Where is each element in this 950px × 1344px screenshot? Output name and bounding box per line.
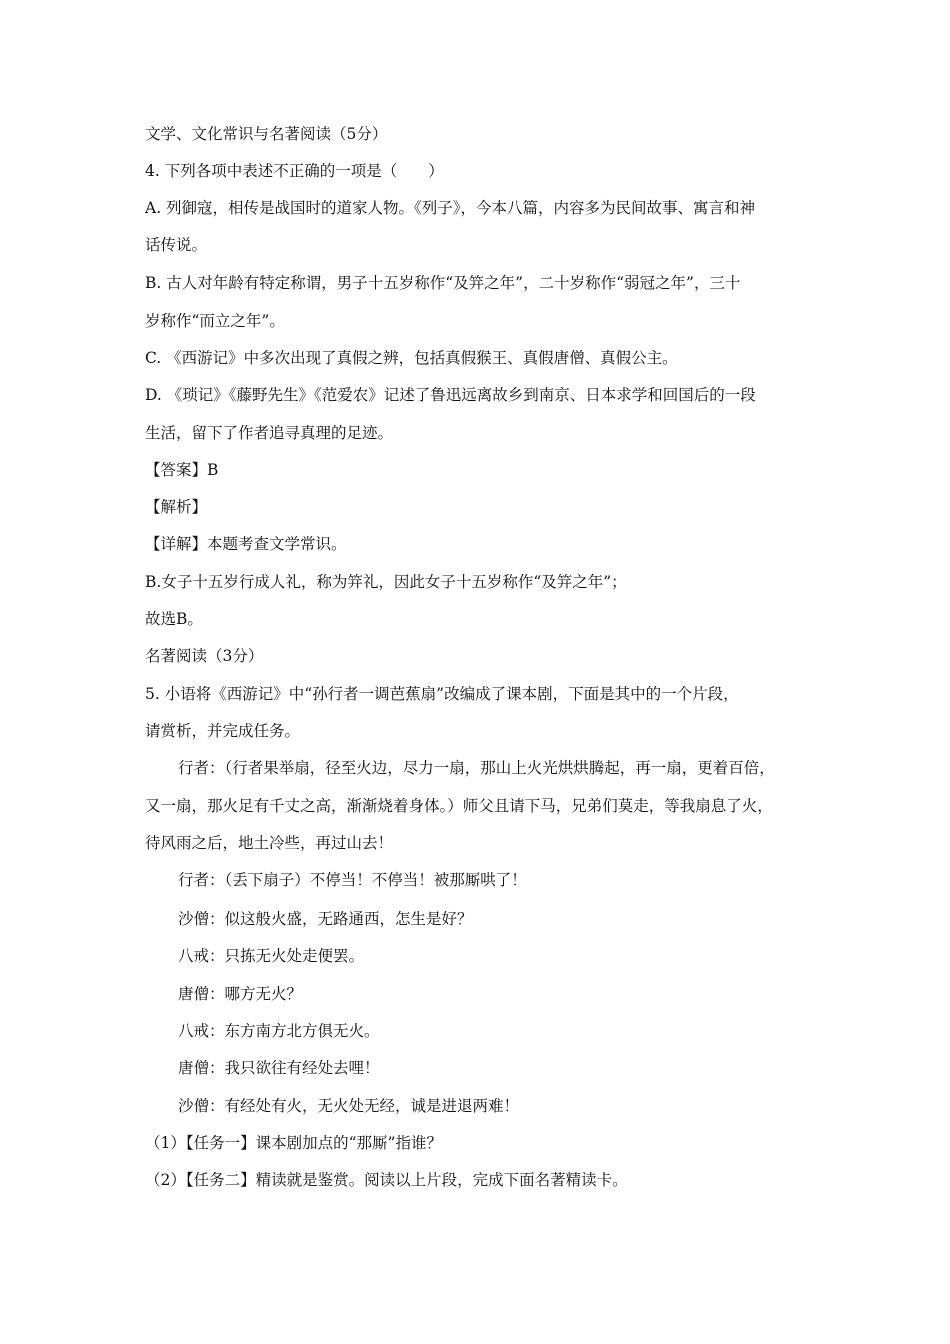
option-d-line-1: D. 《琐记》《藤野先生》《范爱农》记述了鲁迅远离故乡到南京、日本求学和回国后的一段 xyxy=(145,386,756,404)
script-line-4-tail: 哄了！ xyxy=(480,871,527,889)
task-2: （2）【任务二】精读就是鉴赏。阅读以上片段，完成下面名著精读卡。 xyxy=(145,1171,628,1189)
script-line-2: 又一扇，那火足有千丈之高，渐渐烧着身体。）师父且请下马，兄弟们莫走，等我扇息了火， xyxy=(145,797,773,815)
option-b-line-2: 岁称作“而立之年”。 xyxy=(145,312,285,330)
answer: 【答案】B xyxy=(145,461,219,479)
emphasis-char-na: 那 xyxy=(449,871,465,889)
script-line-tang-seng-1: 唐僧：哪方无火？ xyxy=(178,985,303,1003)
section-heading-literature: 文学、文化常识与名著阅读（5分） xyxy=(145,125,388,143)
section-heading-classics: 名著阅读（3分） xyxy=(145,647,264,665)
option-c: C. 《西游记》中多次出现了真假之辨，包括真假猴王、真假唐僧、真假公主。 xyxy=(145,349,678,367)
option-a-line-1: A. 列御寇，相传是战国时的道家人物。《列子》，今本八篇，内容多为民间故事、寓言和神 xyxy=(145,199,756,217)
detailed-explanation: 【详解】本题考查文学常识。 xyxy=(145,535,347,553)
option-a-line-2: 话传说。 xyxy=(145,236,208,254)
script-line-4 xyxy=(178,869,810,891)
script-line-ba-jie-2: 八戒：东方南方北方俱无火。 xyxy=(178,1022,380,1040)
script-line-sha-seng-2: 沙僧：有经处有火，无火处无经，诚是进退两难！ xyxy=(178,1097,520,1115)
question-4-stem: 4. 下列各项中表述不正确的一项是（ ） xyxy=(145,162,444,180)
script-line-ba-jie-1: 八戒：只拣无火处走便罢。 xyxy=(178,947,365,965)
question-5-line-2: 请赏析，并完成任务。 xyxy=(145,722,301,740)
script-line-tang-seng-2: 唐僧：我只欲往有经处去哩！ xyxy=(178,1059,380,1077)
emphasis-char-si: 厮 xyxy=(464,871,481,889)
analysis-heading: 【解析】 xyxy=(145,498,208,516)
question-5-line-1: 5. 小语将《西游记》中“孙行者一调芭蕉扇”改编成了课本剧，下面是其中的一个片段， xyxy=(145,685,739,703)
explanation-b: B.女子十五岁行成人礼，称为笄礼，因此女子十五岁称作“及笄之年”； xyxy=(145,573,627,591)
task-1: （1）【任务一】课本剧加点的“那厮”指谁？ xyxy=(145,1134,442,1152)
script-line-4-text: 行者：（丢下扇子）不停当！不停当！被 xyxy=(178,871,450,889)
choice-conclusion: 故选B。 xyxy=(145,610,203,628)
script-line-1: 行者：（行者果举扇，径至火边，尽力一扇，那山上火光烘烘腾起，再一扇，更着百倍， xyxy=(178,759,775,777)
script-line-3: 待风雨之后，地土冷些，再过山去！ xyxy=(145,834,394,852)
option-b-line-1: B. 古人对年龄有特定称谓，男子十五岁称作“及笄之年”，二十岁称作“弱冠之年”，三十 xyxy=(145,274,741,292)
option-d-line-2: 生活，留下了作者追寻真理的足迹。 xyxy=(145,424,394,442)
script-line-sha-seng-1: 沙僧：似这般火盛，无路通西，怎生是好？ xyxy=(178,910,473,928)
